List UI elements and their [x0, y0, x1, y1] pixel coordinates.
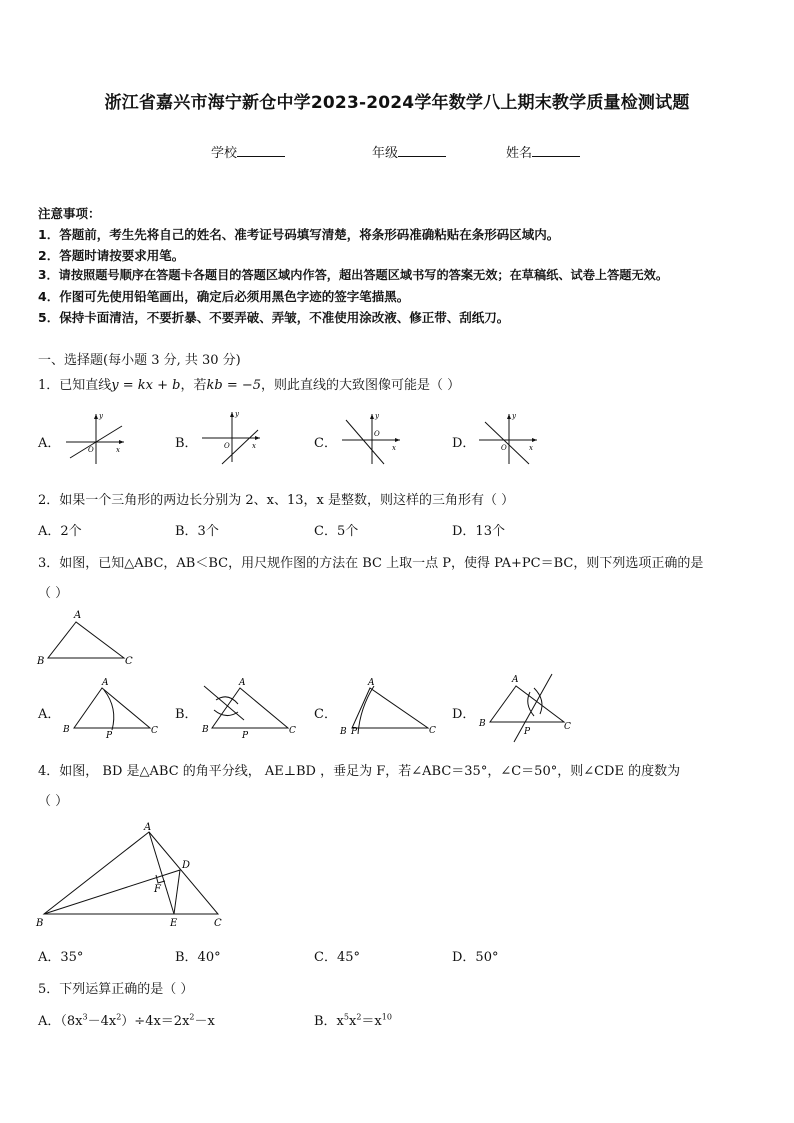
q2-option-d[interactable]: D．13个	[452, 524, 505, 539]
q1-option-a-label[interactable]: A．	[38, 436, 61, 451]
axis-y-label: y	[99, 412, 103, 420]
q1-condition: kb = −5	[206, 378, 262, 393]
grade-field[interactable]	[372, 142, 446, 161]
vertex-c-label: C	[125, 656, 133, 667]
q3-option-c-figure[interactable]	[338, 674, 442, 738]
grade-blank[interactable]	[398, 144, 446, 157]
vertex-c-label: C	[429, 726, 436, 736]
question-2-stem: 2．如果一个三角形的两边长分别为 2、x、13，x 是整数，则这样的三角形有（ ）	[38, 493, 515, 508]
axis-y-label: y	[512, 412, 516, 420]
q5-a-part: ）÷4x＝2x	[121, 1014, 190, 1029]
question-3-paren: （ ）	[38, 586, 69, 601]
q1-suffix: ，则此直线的大致图像可能是（ ）	[261, 378, 461, 393]
q4-option-c[interactable]: C．45°	[314, 950, 360, 965]
q5-b-part: ＝x	[361, 1014, 382, 1029]
note-item: 4．作图可先使用铅笔画出，确定后必须用黑色字迹的签字笔描黑。	[38, 289, 410, 304]
q1-option-b-graph[interactable]	[200, 408, 264, 466]
q5-b-exp: 10	[381, 1012, 392, 1022]
point-p-label: P	[524, 727, 531, 737]
q1-option-d-label[interactable]: D．	[452, 436, 476, 451]
name-label: 姓名	[506, 146, 533, 161]
vertex-c-label: C	[151, 726, 158, 736]
axis-x-label: x	[252, 442, 256, 450]
q3-option-b-figure[interactable]	[198, 674, 302, 738]
q5-b-exp: 2	[356, 1012, 362, 1022]
vertex-b-label: B	[340, 727, 347, 737]
q1-equation: y = kx + b	[111, 378, 181, 393]
vertex-b-label: B	[37, 656, 45, 667]
q3-option-d-figure[interactable]	[476, 670, 580, 744]
q1-option-b-label[interactable]: B．	[175, 436, 198, 451]
q5-a-part: A．（8x	[38, 1014, 83, 1029]
question-3-stem: 3．如图，已知△ABC，AB＜BC，用尺规作图的方法在 BC 上取一点 P，使得 PA+PC＝BC，则下列选项正确的是	[38, 556, 704, 571]
q1-prefix: 1．已知直线	[38, 378, 112, 393]
note-item: 5．保持卡面清洁，不要折暴、不要弄破、弄皱，不准使用涂改液、修正带、刮纸刀。	[38, 310, 510, 325]
axis-x-label: x	[529, 444, 533, 452]
q5-a-exp: 2	[189, 1012, 195, 1022]
origin-label: O	[224, 442, 230, 450]
vertex-a-label: A	[239, 678, 246, 688]
origin-label: O	[374, 430, 380, 438]
question-1-stem	[38, 374, 460, 393]
q3-option-d-label[interactable]: D．	[452, 707, 476, 722]
q5-option-a[interactable]	[38, 1010, 215, 1029]
q5-a-exp: 2	[116, 1012, 122, 1022]
point-d-label: D	[182, 860, 191, 871]
name-blank[interactable]	[532, 144, 580, 157]
q1-option-c-graph[interactable]	[340, 410, 404, 468]
vertex-a-label: A	[144, 822, 152, 833]
grade-label: 年级	[372, 146, 399, 161]
point-p-label: P	[106, 731, 113, 738]
q2-option-a[interactable]: A．2个	[38, 524, 82, 539]
axis-y-label: y	[235, 410, 239, 418]
name-field[interactable]	[506, 142, 580, 161]
school-field[interactable]	[211, 142, 285, 161]
note-item: 2．答题时请按要求用笔。	[38, 248, 185, 263]
q5-option-b[interactable]	[314, 1010, 392, 1029]
vertex-b-label: B	[479, 719, 486, 729]
q2-option-c[interactable]: C．5个	[314, 524, 359, 539]
school-blank[interactable]	[237, 144, 285, 157]
axis-x-label: x	[392, 444, 396, 452]
q5-a-exp: 3	[82, 1012, 88, 1022]
q1-mid: ，若	[180, 378, 207, 393]
q3-option-c-label[interactable]: C．	[314, 707, 337, 722]
vertex-a-label: A	[512, 675, 519, 685]
school-label: 学校	[211, 146, 238, 161]
q4-triangle-figure	[34, 820, 234, 932]
point-p-label: P	[242, 731, 249, 738]
vertex-b-label: B	[202, 725, 209, 735]
q2-option-b[interactable]: B．3个	[175, 524, 219, 539]
vertex-a-label: A	[368, 678, 375, 688]
point-p-label: P	[351, 727, 358, 737]
vertex-c-label: C	[564, 722, 571, 732]
q3-triangle-figure	[34, 606, 144, 668]
q4-option-d[interactable]: D．50°	[452, 950, 499, 965]
note-item: 1．答题前，考生先将自己的姓名、准考证号码填写清楚，将条形码准确粘贴在条形码区域内。	[38, 227, 560, 242]
vertex-a-label: A	[102, 678, 109, 688]
point-e-label: E	[170, 918, 178, 929]
question-4-stem: 4．如图， BD 是△ABC 的角平分线， AE⊥BD ，垂足为 F，若∠ABC＝35°，∠C＝50°，则∠CDE 的度数为	[38, 764, 681, 779]
q3-option-b-label[interactable]: B．	[175, 707, 198, 722]
axis-x-label: x	[116, 446, 120, 454]
section-heading: 一、选择题(每小题 3 分, 共 30 分)	[38, 353, 241, 368]
q5-a-part: －x	[194, 1014, 215, 1029]
q4-option-b[interactable]: B．40°	[175, 950, 221, 965]
question-5-stem: 5．下列运算正确的是（ ）	[38, 982, 194, 997]
origin-label: O	[501, 444, 507, 452]
vertex-c-label: C	[289, 726, 296, 736]
point-f-label: F	[154, 884, 161, 895]
page-title: 浙江省嘉兴市海宁新仓中学2023-2024学年数学八上期末教学质量检测试题	[104, 93, 690, 113]
q5-b-part: x	[348, 1014, 357, 1029]
origin-label: O	[88, 446, 94, 454]
vertex-a-label: A	[74, 610, 82, 621]
q5-a-part: －4x	[87, 1014, 117, 1029]
q5-b-exp: 5	[343, 1012, 349, 1022]
question-4-paren: （ ）	[38, 794, 69, 809]
notes-heading: 注意事项：	[38, 206, 101, 221]
q1-option-c-label[interactable]: C．	[314, 436, 337, 451]
q1-option-a-graph[interactable]	[64, 410, 128, 468]
vertex-b-label: B	[36, 918, 44, 929]
q3-option-a-figure[interactable]	[60, 674, 164, 738]
q3-option-a-label[interactable]: A．	[38, 707, 61, 722]
q1-option-d-graph[interactable]	[477, 410, 541, 468]
vertex-b-label: B	[63, 725, 70, 735]
q4-option-a[interactable]: A．35°	[38, 950, 84, 965]
q5-b-part: B．x	[314, 1014, 344, 1029]
vertex-c-label: C	[214, 918, 222, 929]
note-item: 3．请按照题号顺序在答题卡各题目的答题区域内作答，超出答题区域书写的答案无效；在草稿纸、试卷上答题无效。	[38, 268, 669, 282]
axis-y-label: y	[375, 412, 379, 420]
